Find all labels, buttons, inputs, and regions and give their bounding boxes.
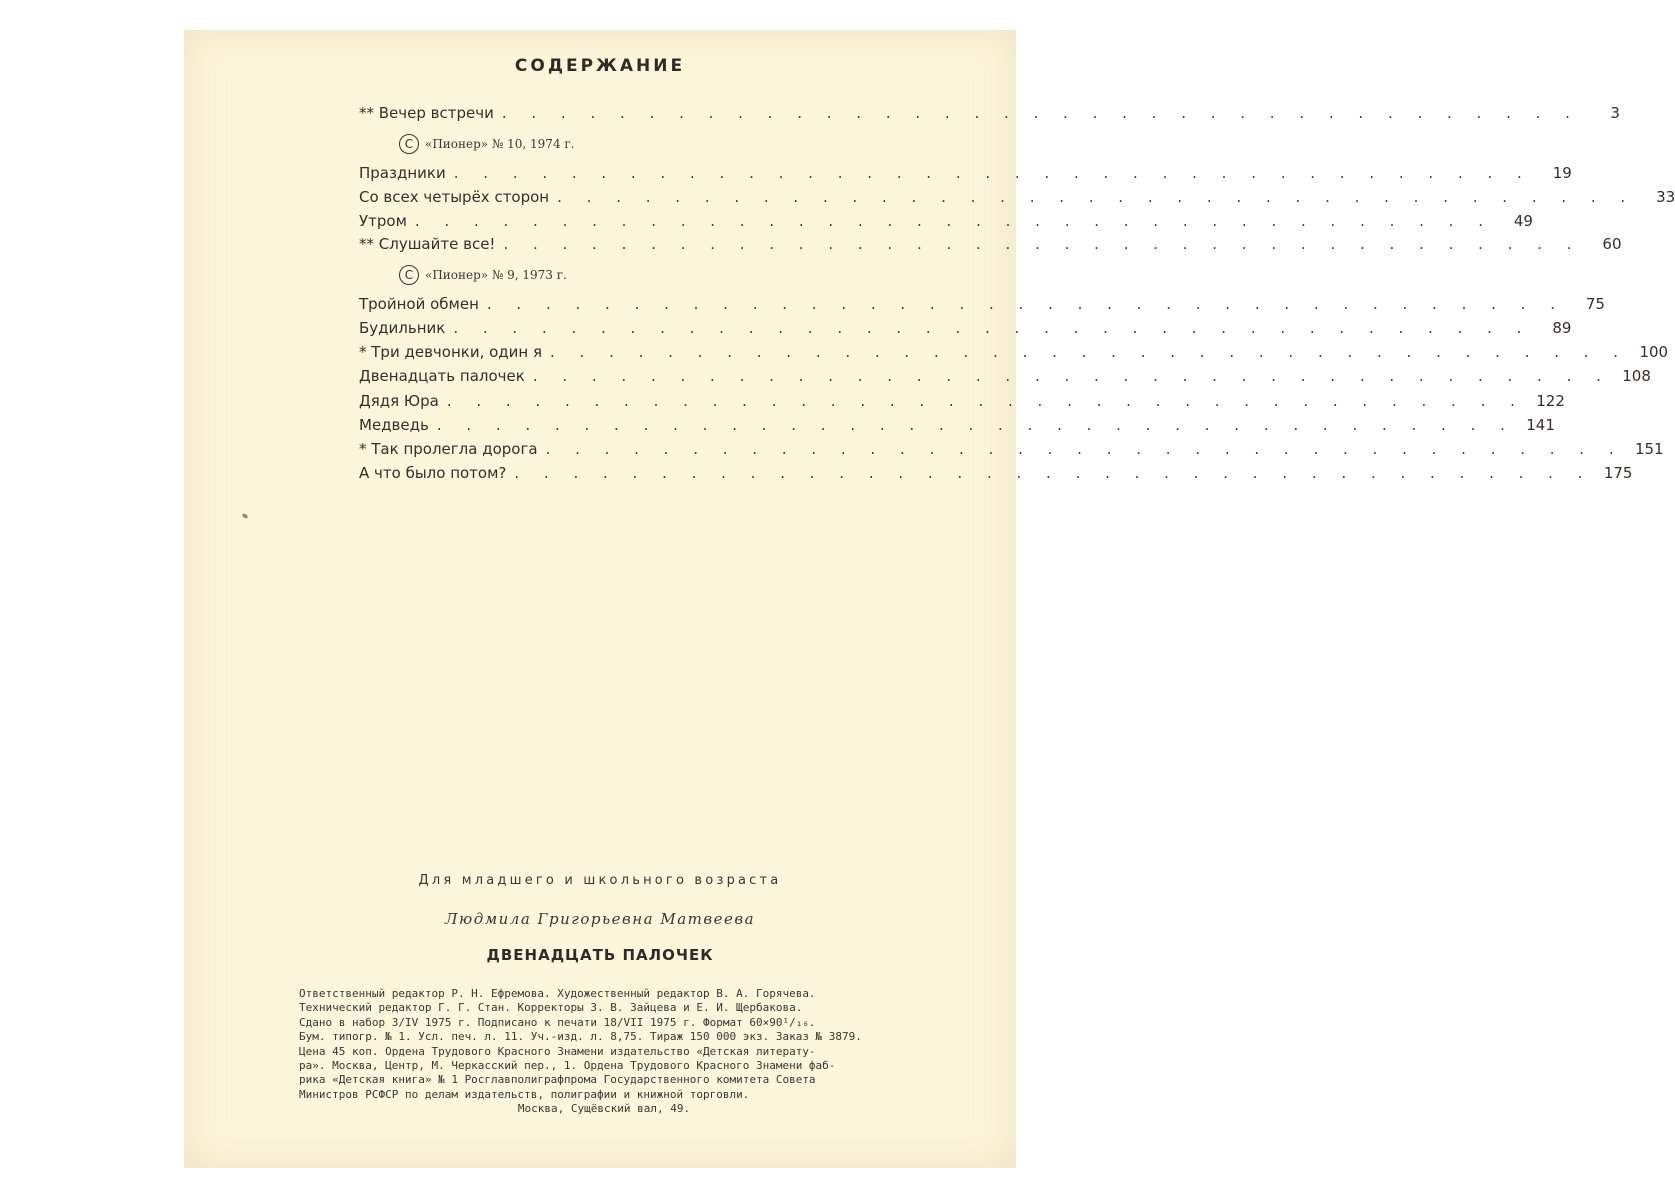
author-name: Людмила Григорьевна Матвеева <box>444 910 756 928</box>
dot-leader: . . . . . . . . . . . . . . . . . . . . . . . . . . . . . . . . . . . . . <box>446 392 1525 410</box>
toc-entry <box>359 392 1565 414</box>
dot-leader: . . . . . . . . . . . . . . . . . . . . . . . . . . . . . . . . . . . . . <box>503 235 1582 253</box>
toc-entry <box>359 188 1675 210</box>
dot-leader: . . . . . . . . . . . . . . . . . . . . . . . . . . . . . . . . . . . . . <box>414 212 1493 230</box>
toc-entry-title: Медведь <box>359 416 429 434</box>
copyright-icon: C <box>399 134 419 154</box>
toc-entry-title: * Так пролегла дорога <box>359 440 538 458</box>
dot-leader: . . . . . . . . . . . . . . . . . . . . . . . . . . . . . . . . . . . . . <box>532 367 1611 385</box>
toc-entry-page: 89 <box>1552 319 1572 337</box>
imprint-line: Бум. типогр. № 1. Усл. печ. л. 11. Уч.-изд. л. 8,75. Тираж 150 000 экз. Заказ № 3879. <box>299 1030 862 1044</box>
toc-entry <box>359 164 1572 186</box>
dot-leader: . . . . . . . . . . . . . . . . . . . . . . . . . . . . . . . . . . . . . <box>486 295 1565 313</box>
copyright-icon: C <box>399 265 419 285</box>
toc-entry <box>359 464 1633 486</box>
dot-leader: . . . . . . . . . . . . . . . . . . . . . . . . . . . . . . . . . . . . . <box>436 416 1515 434</box>
audience-line: Для младшего и школьного возраста <box>418 873 782 888</box>
toc-entry-title: Утром <box>359 212 407 230</box>
toc-entry-page: 33 <box>1656 188 1675 206</box>
toc-entry-page: 19 <box>1552 164 1572 182</box>
toc-entry <box>359 104 1620 126</box>
toc-entry-title: ** Слушайте все! <box>359 235 496 253</box>
dot-leader: . . . . . . . . . . . . . . . . . . . . . . . . . . . . . . . . . . . . . <box>501 104 1580 122</box>
toc-entry-page: 75 <box>1585 295 1605 313</box>
imprint-line: Ответственный редактор Р. Н. Ефремова. Художественный редактор В. А. Горячева. <box>299 987 816 1000</box>
dot-leader: . . . . . . . . . . . . . . . . . . . . . . . . . . . . . . . . . . . . . <box>453 164 1532 182</box>
toc-entry-title: ** Вечер встречи <box>359 104 494 122</box>
copyright-note <box>399 263 567 287</box>
copyright-note <box>399 132 575 156</box>
dot-leader: . . . . . . . . . . . . . . . . . . . . . . . . . . . . . . . . . . . . . <box>557 188 1636 206</box>
imprint-address: Москва, Сущёвский вал, 49. <box>517 1102 691 1116</box>
imprint-line: ра». Москва, Центр, М. Черкасский пер., 1. Ордена Трудового Красного Знамени фаб- <box>299 1059 836 1073</box>
toc-entry <box>359 440 1664 462</box>
toc-entry-page: 100 <box>1639 343 1669 361</box>
book-page <box>184 30 1675 1168</box>
toc-entry <box>359 295 1605 317</box>
dot-leader: . . . . . . . . . . . . . . . . . . . . . . . . . . . . . . . . . . . . . <box>453 319 1532 337</box>
imprint-line: Сдано в набор 3/IV 1975 г. Подписано к печати 18/VII 1975 г. Формат 60×90¹/₁₆. <box>299 1015 816 1029</box>
toc-entry-page: 122 <box>1536 392 1565 410</box>
copyright-note-text: «Пионер» № 9, 1973 г. <box>425 268 567 282</box>
toc-entry <box>359 235 1622 257</box>
toc-entry-title: А что было потом? <box>359 464 507 482</box>
toc-entry-page: 49 <box>1513 212 1533 230</box>
dot-leader: . . . . . . . . . . . . . . . . . . . . . . . . . . . . . . . . . . . . . <box>550 343 1629 361</box>
toc-title: СОДЕРЖАНИЕ <box>514 56 686 76</box>
toc-entry-title: Тройной обмен <box>359 295 479 313</box>
toc-entry-page: 141 <box>1526 416 1555 434</box>
imprint-line: Цена 45 коп. Ордена Трудового Красного Знамени издательство «Детская литерату- <box>299 1044 816 1058</box>
toc-entry-title: Праздники <box>359 164 446 182</box>
copyright-note-text: «Пионер» № 10, 1974 г. <box>425 137 575 151</box>
toc-entry-title: Дядя Юра <box>359 392 439 410</box>
imprint-line: Министров РСФСР по делам издательств, полиграфии и книжной торговли. <box>299 1087 750 1101</box>
toc-entry-title: Будильник <box>359 319 446 337</box>
imprint-block <box>299 987 909 1117</box>
dot-leader: . . . . . . . . . . . . . . . . . . . . . . . . . . . . . . . . . . . . . <box>545 440 1624 458</box>
toc-entry-page: 151 <box>1634 440 1664 458</box>
toc-entry-page: 175 <box>1603 464 1633 482</box>
toc-entry <box>359 367 1651 389</box>
toc-entry-page: 3 <box>1610 104 1620 122</box>
toc-entry-title: Со всех четырёх сторон <box>359 188 550 206</box>
toc-entry-title: Двенадцать палочек <box>359 367 525 385</box>
dot-leader: . . . . . . . . . . . . . . . . . . . . . . . . . . . . . . . . . . . . . <box>514 464 1593 482</box>
toc-entry-page: 108 <box>1622 367 1651 385</box>
imprint-line: Технический редактор Г. Г. Стан. Корректоры З. В. Зайцева и Е. И. Щербакова. <box>299 1001 803 1015</box>
paper-speck <box>241 513 248 520</box>
toc-entry <box>359 212 1533 234</box>
toc-entry <box>359 319 1572 341</box>
toc-entry <box>359 343 1669 365</box>
toc-entry-title: * Три девчонки, один я <box>359 343 542 361</box>
toc-entry-page: 60 <box>1602 235 1622 253</box>
toc-entry <box>359 416 1555 438</box>
imprint-line: рика «Детская книга» № 1 Росглавполиграфпрома Государственного комитета Совета <box>299 1073 816 1087</box>
book-title: ДВЕНАДЦАТЬ ПАЛОЧЕК <box>486 946 714 964</box>
